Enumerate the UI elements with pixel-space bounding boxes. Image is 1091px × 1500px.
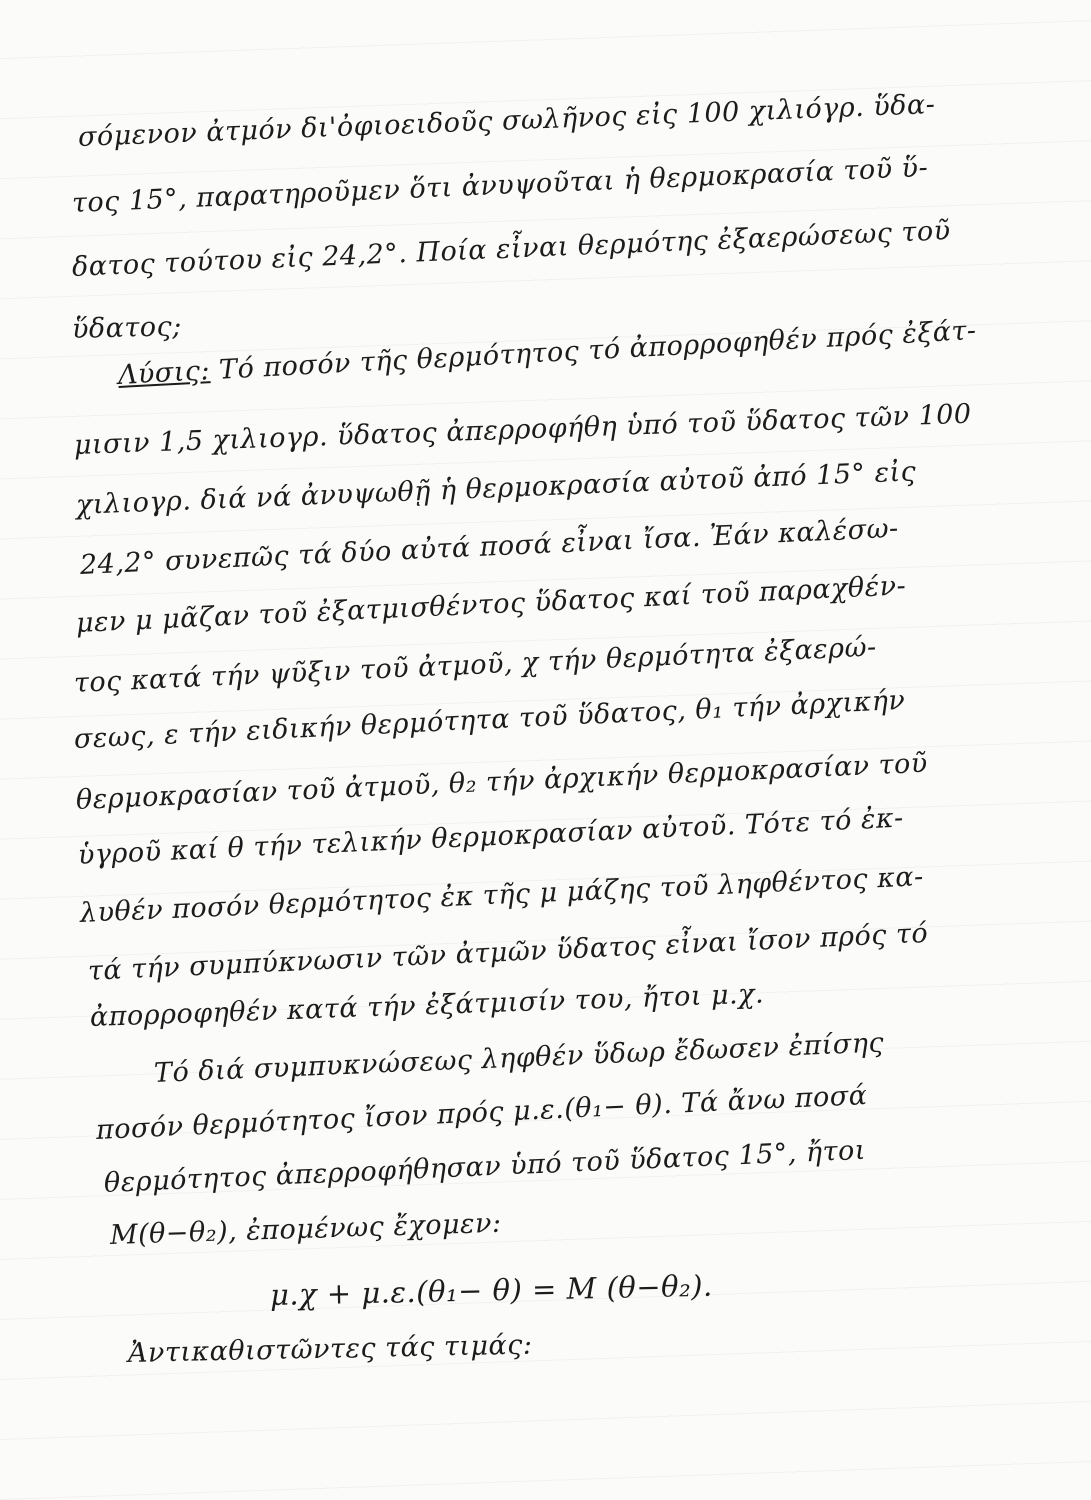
text-line-22: Ἀντικαθιστῶντες τάς τιμάς: bbox=[127, 1329, 533, 1369]
text-line-5 bbox=[117, 315, 977, 391]
text-line-18: ποσόν θερμότητος ἴσον πρός μ.ε.(θ₁− θ). Τά ἄνω ποσά bbox=[95, 1079, 869, 1146]
text-line-1: σόμενον ἀτμόν δι'ὀφιοειδοῦς σωλῆνος εἰς 100 χιλιόγρ. ὕδα- bbox=[77, 89, 936, 153]
text-line-19: θερμότητος ἀπερροφήθησαν ὑπό τοῦ ὕδατος 15°, ἤτοι bbox=[103, 1134, 867, 1199]
text-line-20: Μ(θ−θ₂), ἐπομένως ἔχομεν: bbox=[109, 1207, 502, 1251]
text-line-4: ὕδατος; bbox=[71, 311, 183, 345]
text-line-13: ὑγροῦ καί θ τήν τελικήν θερμοκρασίαν αὐτοῦ. Τότε τό ἐκ- bbox=[77, 802, 905, 871]
text-line-3: δατος τούτου εἰς 24,2°. Ποία εἶναι θερμότης ἐξαερώσεως τοῦ bbox=[71, 215, 952, 283]
solution-line-text: Τό ποσόν τῆς θερμότητος τό ἀπορροφηθέν πρός ἐξάτ- bbox=[218, 315, 978, 386]
text-line-14: λυθέν ποσόν θερμότητος ἐκ τῆς μ μάζης τοῦ ληφθέντος κα- bbox=[79, 861, 925, 929]
solution-label: Λύσις: bbox=[117, 355, 211, 391]
equation-line: μ.χ + μ.ε.(θ₁− θ) = Μ (θ−θ₂). bbox=[269, 1268, 714, 1312]
text-line-17: Τό διά συμπυκνώσεως ληφθέν ὕδωρ ἔδωσεν ἐπίσης bbox=[153, 1027, 885, 1089]
text-line-10: τος κατά τήν ψῦξιν τοῦ ἀτμοῦ, χ τήν θερμότητα ἐξαερώ- bbox=[73, 631, 878, 699]
text-line-7: χιλιογρ. διά νά ἀνυψωθῇ ἡ θερμοκρασία αὐτοῦ ἀπό 15° εἰς bbox=[75, 456, 917, 521]
text-line-9: μεν μ μᾶζαν τοῦ ἐξατμισθέντος ὕδατος καί τοῦ παραχθέν- bbox=[75, 570, 907, 639]
text-line-16: ἀπορροφηθέν κατά τήν ἐξάτμισίν του, ἤτοι μ.χ. bbox=[89, 978, 765, 1033]
text-line-15: τά τήν συμπύκνωσιν τῶν ἀτμῶν ὕδατος εἶναι ἴσον πρός τό bbox=[87, 917, 929, 987]
text-line-6: μισιν 1,5 χιλιογρ. ὕδατος ἀπερροφήθη ὑπό τοῦ ὕδατος τῶν 100 bbox=[73, 398, 973, 461]
text-line-2: τος 15°, παρατηροῦμεν ὅτι ἀνυψοῦται ἡ θερμοκρασία τοῦ ὕ- bbox=[71, 152, 929, 219]
text-line-8: 24,2° συνεπῶς τά δύο αὐτά ποσά εἶναι ἴσα. Ἐάν καλέσω- bbox=[79, 512, 900, 581]
text-line-12: θερμοκρασίαν τοῦ ἀτμοῦ, θ₂ τήν ἀρχικήν θερμοκρασίαν τοῦ bbox=[75, 747, 929, 816]
text-line-11: σεως, ε τήν ειδικήν θερμότητα τοῦ ὕδατος, θ₁ τήν ἀρχικήν bbox=[73, 684, 906, 755]
